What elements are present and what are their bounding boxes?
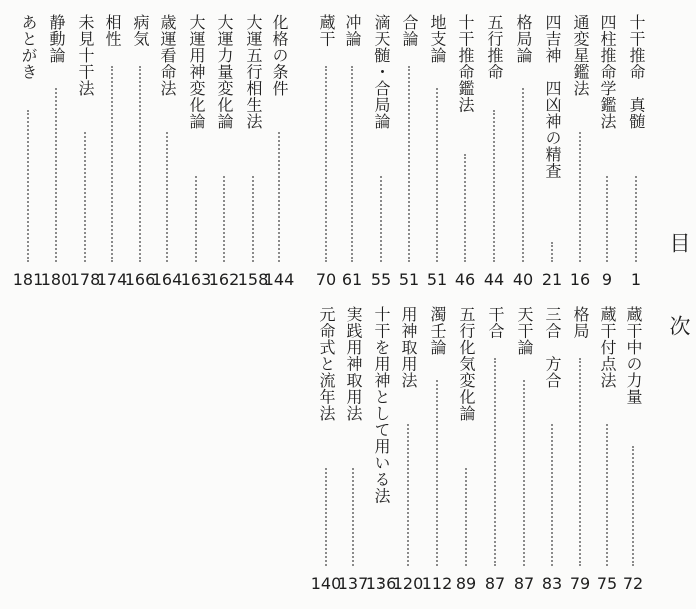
toc-entry-title: 化格の条件 (270, 14, 289, 97)
toc-entry-title: 濁壬論 (428, 306, 447, 356)
toc-entry-title: 四柱推命学鑑法 (598, 14, 617, 130)
toc-entry-title: 実践用神取用法 (344, 306, 363, 422)
toc-leader-dots (606, 424, 608, 566)
toc-entry-title: 天干論 (515, 306, 534, 356)
toc-leader-dots (579, 358, 581, 566)
toc-page-number: 61 (341, 270, 363, 289)
toc-entry-title: 蔵干付点法 (598, 306, 617, 389)
toc-page-number: 79 (569, 574, 591, 593)
toc-entry-title: 通変星鑑法 (571, 14, 590, 97)
toc-page-number: 44 (483, 270, 505, 289)
toc-entry-title: 滴天髄・合局論 (372, 14, 391, 130)
toc-page-number: 83 (541, 574, 563, 593)
toc-page-number: 40 (512, 270, 534, 289)
toc-page-number: 87 (484, 574, 506, 593)
toc-entry-title: 格局 (571, 306, 590, 339)
toc-page-number: 87 (513, 574, 535, 593)
toc-page-number: 180 (40, 270, 72, 289)
toc-page-number: 51 (426, 270, 448, 289)
toc-entry-title: 大運五行相生法 (244, 14, 263, 130)
toc-entry-title: 大運力量変化論 (215, 14, 234, 130)
toc-leader-dots (436, 380, 438, 566)
toc-leader-dots (325, 468, 327, 566)
toc-entry-title: 四吉神 四凶神の精査 (543, 14, 562, 179)
toc-heading: 目次 (667, 232, 691, 398)
toc-entry-title: 蔵干中の力量 (624, 306, 643, 405)
toc-leader-dots (632, 446, 634, 566)
toc-entry-title: 十干を用神として用いる法 (372, 306, 391, 504)
toc-entry-title: 地支論 (428, 14, 447, 64)
toc-entry-title: 大運用神変化論 (187, 14, 206, 130)
toc-entry-title: 三合 方合 (543, 306, 562, 389)
toc-page-number: 21 (541, 270, 563, 289)
toc-page-number: 178 (69, 270, 101, 289)
toc-entry-title: 元命式と流年法 (317, 306, 336, 422)
toc-entry-title: 冲論 (343, 14, 362, 47)
toc-leader-dots (407, 424, 409, 566)
toc-leader-dots (551, 424, 553, 566)
toc-entry-title: 五行化気変化論 (457, 306, 476, 422)
toc-page-number: 72 (622, 574, 644, 593)
toc-entry-title: 蔵干 (317, 14, 336, 47)
toc-page-number: 70 (315, 270, 337, 289)
toc-page-number: 144 (263, 270, 295, 289)
toc-leader-dots (523, 380, 525, 566)
toc-page-number: 46 (454, 270, 476, 289)
toc-page-number: 174 (96, 270, 128, 289)
toc-page-number: 75 (596, 574, 618, 593)
toc-entry-title: 十干推命 真髄 (627, 14, 646, 130)
toc-page-number: 112 (421, 574, 453, 593)
toc-page-number: 51 (398, 270, 420, 289)
toc-entry-title: 静動論 (47, 14, 66, 64)
toc-page-number: 162 (208, 270, 240, 289)
toc-page-number: 158 (237, 270, 269, 289)
toc-entry-title: あとがき (19, 14, 38, 80)
toc-page-number: 163 (180, 270, 212, 289)
toc-page-number: 166 (124, 270, 156, 289)
toc-page-number: 55 (370, 270, 392, 289)
toc-entry-title: 格局論 (514, 14, 533, 64)
toc-page-number: 120 (392, 574, 424, 593)
toc-entry-title: 病気 (131, 14, 150, 47)
toc-entry-title: 五行推命 (485, 14, 504, 80)
toc-page-number: 16 (569, 270, 591, 289)
toc-page-number: 89 (455, 574, 477, 593)
toc-entry-title: 合論 (400, 14, 419, 47)
toc-leader-dots (494, 358, 496, 566)
toc-leader-dots (352, 468, 354, 566)
toc-leader-dots (465, 468, 467, 566)
toc-entry-title: 相性 (103, 14, 122, 47)
toc-page-number: 137 (337, 574, 369, 593)
toc-page-number: 9 (601, 270, 613, 289)
toc-entry-title: 歳運看命法 (158, 14, 177, 97)
toc-page-number: 1 (630, 270, 642, 289)
toc-entry-title: 干合 (486, 306, 505, 339)
toc-entry-title: 未見十干法 (76, 14, 95, 97)
toc-entry-title: 用神取用法 (399, 306, 418, 389)
toc-page-number: 181 (12, 270, 44, 289)
toc-page-number: 136 (365, 574, 397, 593)
toc-page-number: 140 (310, 574, 342, 593)
toc-page-number: 164 (151, 270, 183, 289)
toc-entry-title: 十干推命鑑法 (456, 14, 475, 113)
